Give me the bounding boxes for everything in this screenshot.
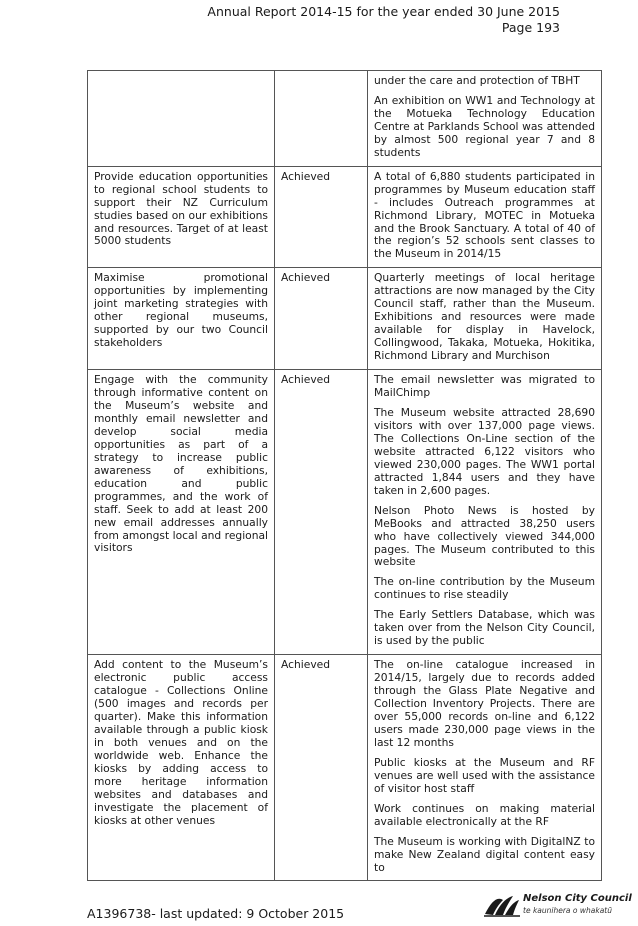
page-header bbox=[207, 4, 560, 36]
nelson-city-council-logo-icon bbox=[483, 892, 521, 918]
performance-table bbox=[87, 70, 602, 881]
status-cell bbox=[275, 71, 368, 167]
target-cell: Maximise promotional opportunities by implementing joint marketing strategies with other regional museums, supported by our two Council stakeholders bbox=[88, 268, 275, 370]
result-paragraph: Quarterly meetings of local heritage attractions are now managed by the City Council staff, rather than the Museum. Exhibitions and resources were made available for display in Havelock, Collingwood, Takaka, Motueka, Hokitika, Richmond Library and Murchison bbox=[374, 271, 595, 363]
council-maori-name: te kaunihera o whakatū bbox=[523, 906, 612, 915]
table-row bbox=[88, 268, 602, 370]
results-cell bbox=[368, 370, 602, 655]
result-paragraph: The on-line contribution by the Museum continues to rise steadily bbox=[374, 575, 595, 602]
target-cell bbox=[88, 71, 275, 167]
table-row bbox=[88, 655, 602, 881]
document-id: A1396738- last updated: 9 October 2015 bbox=[87, 906, 345, 921]
page-number: Page 193 bbox=[501, 20, 560, 35]
result-paragraph: Nelson Photo News is hosted by MeBooks and attracted 38,250 users who have collectively viewed 344,000 pages. The Museum contributed to this website bbox=[374, 503, 595, 569]
target-cell: Add content to the Museum’s electronic public access catalogue - Collections Online (500 images and records per quarter). Make this information available through a public kiosk in both venues and on the worldwide web. Enhance the kiosks by adding access to more heritage information websites and databases and investigate the placement of kiosks at other venues bbox=[88, 655, 275, 881]
results-cell bbox=[368, 71, 602, 167]
target-cell: Provide education opportunities to regional school students to support their NZ Curriculum studies based on our exhibitions and resources. Target of at least 5000 students bbox=[88, 166, 275, 268]
results-cell bbox=[368, 166, 602, 268]
result-paragraph: Work continues on making material available electronically at the RF bbox=[374, 801, 595, 828]
result-paragraph: Public kiosks at the Museum and RF venues are well used with the assistance of visitor host staff bbox=[374, 755, 595, 795]
results-cell bbox=[368, 268, 602, 370]
report-title: Annual Report 2014-15 for the year ended 30 June 2015 bbox=[207, 4, 560, 19]
council-logo bbox=[483, 891, 632, 921]
status-cell: Achieved bbox=[275, 268, 368, 370]
result-paragraph: An exhibition on WW1 and Technology at the Motueka Technology Education Centre at Parklands School was attended by almost 500 regional year 7 and 8 students bbox=[374, 93, 595, 159]
result-paragraph: The Museum website attracted 28,690 visitors with over 137,000 page views. The Collections On-Line section of the website attracted 6,122 visitors who viewed 230,000 pages. The WW1 portal attracted 1,844 users and they have taken in 2,600 pages. bbox=[374, 405, 595, 497]
result-paragraph: under the care and protection of TBHT bbox=[374, 74, 580, 87]
result-paragraph: The on-line catalogue increased in 2014/15, largely due to records added through the Glass Plate Negative and Collection Inventory Projects. There are over 55,000 records on-line and 6,122 users made 230,000 page views in the last 12 months bbox=[374, 658, 595, 749]
result-paragraph: A total of 6,880 students participated in programmes by Museum education staff - includes Outreach programmes at Richmond Library, MOTEC in Motueka and the Brook Sanctuary. A total of 40 of the region’s 52 schools sent classes to the Museum in 2014/15 bbox=[374, 169, 595, 261]
result-paragraph: The email newsletter was migrated to MailChimp bbox=[374, 373, 595, 400]
result-paragraph: The Museum is working with DigitalNZ to make New Zealand digital content easy to bbox=[374, 834, 595, 874]
results-cell bbox=[368, 655, 602, 881]
result-paragraph: The Early Settlers Database, which was taken over from the Nelson City Council, is used by the public bbox=[374, 608, 595, 648]
table-row bbox=[88, 370, 602, 655]
status-cell: Achieved bbox=[275, 370, 368, 655]
table-row bbox=[88, 166, 602, 268]
status-cell: Achieved bbox=[275, 655, 368, 881]
council-name: Nelson City Council bbox=[523, 893, 632, 904]
target-cell: Engage with the community through informative content on the Museum’s website and monthly email newsletter and develop social media opportunities as part of a strategy to increase public awareness of exhibitions, education and public programmes, and the work of staff. Seek to add at least 200 new email addresses annually from amongst local and regional visitors bbox=[88, 370, 275, 655]
status-cell: Achieved bbox=[275, 166, 368, 268]
table-row bbox=[88, 71, 602, 167]
